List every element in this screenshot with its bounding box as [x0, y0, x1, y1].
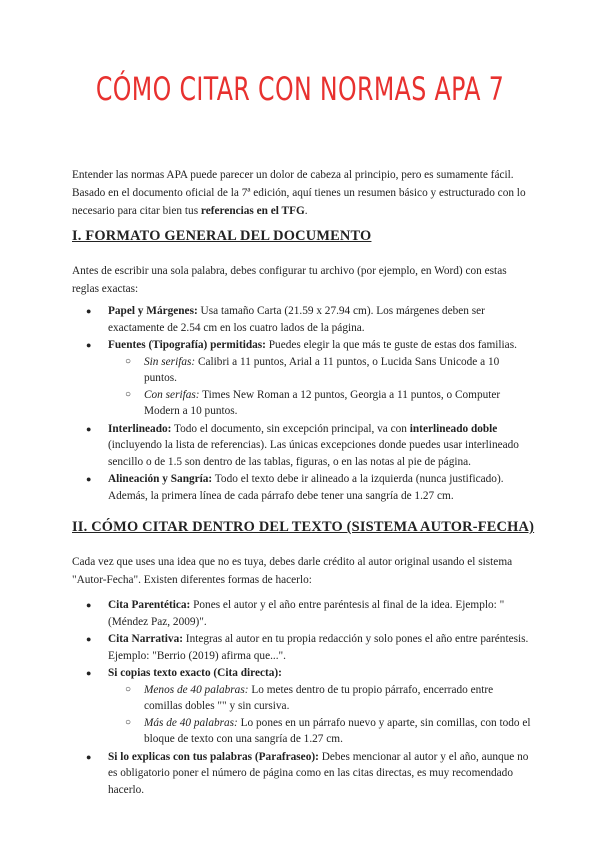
- list-item: [72, 749, 532, 799]
- intro-paragraph: [72, 166, 532, 220]
- item-text: (incluyendo la lista de referencias). Las únicas excepciones donde puedes usar interlineado sencillo o de 1.5 son dentro de las tablas, figuras, o en las notas al pie de página.: [108, 439, 519, 468]
- intro-text: Entender las normas APA puede parecer un dolor de cabeza al principio, pero es sumamente fácil. Basado en el documento oficial de la 7ª edición, aquí tienes un resumen básico y estructurado con lo necesario para citar bien tus: [72, 169, 526, 217]
- item-label: Si copias texto exacto (Cita directa):: [108, 667, 282, 679]
- sublist-text: Calibri a 11 puntos, Arial a 11 puntos, o Lucida Sans Unicode a 10 puntos.: [144, 355, 500, 384]
- item-text: Integras al autor en tu propia redacción y solo pones el año entre paréntesis. Ejemplo: "Berrio (2019) afirma que...".: [108, 633, 529, 662]
- section2-list: [72, 597, 532, 799]
- sublist-item: [108, 354, 532, 387]
- sublist-item: [108, 715, 532, 748]
- sublist-text: Lo pones en un párrafo nuevo y aparte, sin comillas, con todo el bloque de texto con una sangría de 1.27 cm.: [144, 716, 531, 745]
- sublist-label: Con serifas:: [144, 388, 200, 401]
- item-text: Debes mencionar al autor y el año, aunque no es obligatorio poner el número de página como en las citas directas, es muy recomendado hacerlo.: [108, 750, 529, 796]
- section2-heading: II. CÓMO CITAR DENTRO DEL TEXTO (SISTEMA AUTOR-FECHA): [72, 519, 535, 535]
- intro-bold-text: referencias en el TFG: [200, 205, 305, 217]
- sublist-label: Menos de 40 palabras:: [144, 683, 249, 696]
- section1-list: [72, 303, 532, 505]
- sublist-label: Sin serifas:: [144, 355, 196, 368]
- list-item: [72, 597, 532, 630]
- item-label: Interlineado:: [108, 422, 172, 435]
- item-text: Todo el texto debe ir alineado a la izquierda (nunca justificado). Además, la primera línea de cada párrafo debe tener una sangría de 1.27 cm.: [108, 473, 504, 502]
- list-item: [72, 471, 532, 504]
- list-item: [72, 303, 532, 336]
- sublist-text: Lo metes dentro de tu propio párrafo, encerrado entre comillas dobles "" y sin cursiva.: [144, 683, 494, 712]
- item-text: Pones el autor y el año entre paréntesis al final de la idea. Ejemplo: "(Méndez Paz, 2009)".: [108, 599, 505, 628]
- sublist-label: Más de 40 palabras:: [144, 716, 238, 729]
- list-item: [72, 631, 532, 664]
- item-label: Papel y Márgenes:: [108, 305, 198, 317]
- item-label: Cita Parentética:: [108, 599, 191, 611]
- list-item: [72, 421, 532, 471]
- fonts-sublist: [108, 354, 532, 420]
- item-label: Fuentes (Tipografía) permitidas:: [108, 339, 266, 351]
- item-label: Alineación y Sangría:: [108, 473, 213, 485]
- sublist-text: Times New Roman a 12 puntos, Georgia a 11 puntos, o Computer Modern a 10 puntos.: [144, 388, 501, 417]
- sublist-item: [108, 682, 532, 715]
- item-text: Puedes elegir la que más te guste de estas dos familias.: [265, 339, 517, 351]
- section1-lead: Antes de escribir una sola palabra, debes configurar tu archivo (por ejemplo, en Word) con estas reglas exactas:: [72, 265, 507, 295]
- list-item: [72, 665, 532, 748]
- section2-lead: Cada vez que uses una idea que no es tuya, debes darle crédito al autor original usando el sistema "Autor-Fecha". Existen diferentes formas de hacerlo:: [72, 556, 513, 586]
- direct-quote-sublist: [108, 682, 532, 748]
- intro-end: .: [304, 205, 308, 217]
- item-bold-text: interlineado doble: [409, 422, 498, 435]
- item-text: Usa tamaño Carta (21.59 x 27.94 cm). Los márgenes deben ser exactamente de 2.54 cm en los cuatro lados de la página.: [108, 305, 485, 334]
- item-label: Cita Narrativa:: [108, 633, 183, 645]
- item-label: Si lo explicas con tus palabras (Parafraseo):: [108, 750, 319, 763]
- item-text: Todo el documento, sin excepción principal, va con: [171, 422, 410, 435]
- document-title: CÓMO CITAR CON NORMAS APA 7: [95, 70, 505, 108]
- list-item: [72, 337, 532, 420]
- section1-heading: I. FORMATO GENERAL DEL DOCUMENTO: [72, 228, 372, 244]
- sublist-item: [108, 387, 532, 420]
